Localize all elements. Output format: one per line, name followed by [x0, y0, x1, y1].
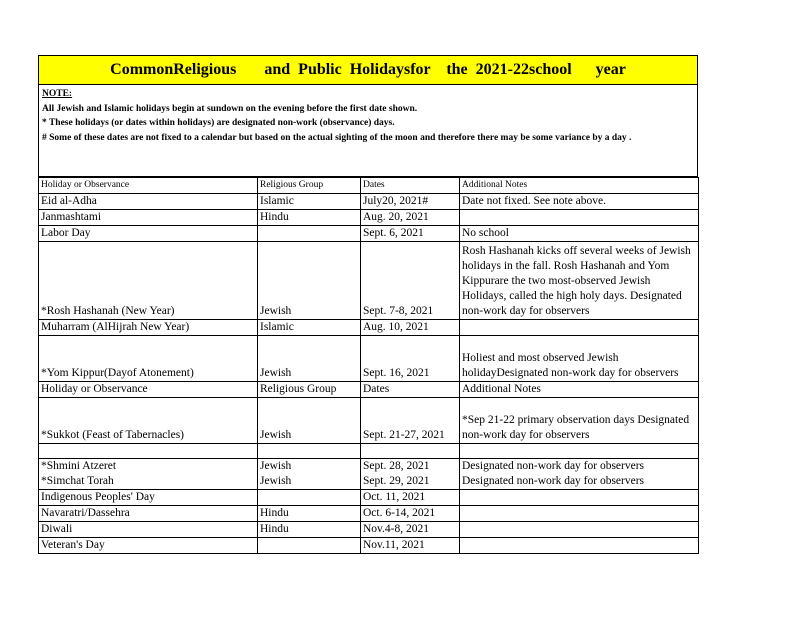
holiday-cell: Eid al-Adha [39, 194, 258, 210]
holiday-cell: Veteran's Day [39, 538, 258, 554]
holiday-cell: Labor Day [39, 226, 258, 242]
table-row [39, 506, 699, 522]
table-row [39, 398, 699, 444]
holiday-cell: Janmashtami [39, 210, 258, 226]
group-cell: Islamic [258, 320, 361, 336]
dates-cell [361, 444, 460, 459]
group-cell: Jewish [258, 459, 361, 475]
group-cell: Islamic [258, 194, 361, 210]
document-title: CommonReligious and Public Holidaysfor the 2021-22school year [38, 55, 698, 85]
notes-cell: Date not fixed. See note above. [460, 194, 699, 210]
holiday-cell [39, 444, 258, 459]
dates-cell: Nov.11, 2021 [361, 538, 460, 554]
group-cell [258, 226, 361, 242]
holiday-cell: Indigenous Peoples' Day [39, 490, 258, 506]
dates-cell: Aug. 20, 2021 [361, 210, 460, 226]
group-cell: Hindu [258, 506, 361, 522]
holiday-cell: *Yom Kippur(Dayof Atonement) [39, 336, 258, 382]
table-row [39, 336, 699, 382]
table-header-row [39, 178, 699, 194]
table-row [39, 522, 699, 538]
dates-cell: Sept. 21-27, 2021 [361, 398, 460, 444]
note-line-1: All Jewish and Islamic holidays begin at sundown on the evening before the first date shown. [42, 103, 418, 114]
group-cell: Religious Group [258, 382, 361, 398]
dates-cell: Sept. 29, 2021 [361, 474, 460, 490]
notes-cell: Designated non-work day for observers [460, 474, 699, 490]
notes-cell: Designated non-work day for observers [460, 459, 699, 475]
dates-cell: Aug. 10, 2021 [361, 320, 460, 336]
dates-cell: Sept. 16, 2021 [361, 336, 460, 382]
dates-cell: Sept. 6, 2021 [361, 226, 460, 242]
table-row [39, 320, 699, 336]
notes-cell: Rosh Hashanah kicks off several weeks of Jewish holidays in the fall. Rosh Hashanah and Yom Kippurare the two most-observed Jewish Holidays, called the high holy days. Designated non-work day for observers [460, 242, 699, 320]
table-row [39, 459, 699, 475]
holiday-cell: Diwali [39, 522, 258, 538]
group-cell: Hindu [258, 210, 361, 226]
notes-cell: Holiest and most observed Jewish holidayDesignated non-work day for observers [460, 336, 699, 382]
table-row [39, 194, 699, 210]
dates-cell: Dates [361, 382, 460, 398]
table-row [39, 382, 699, 398]
group-cell [258, 444, 361, 459]
holiday-cell: Muharram (AlHijrah New Year) [39, 320, 258, 336]
table-row [39, 490, 699, 506]
dates-cell: Oct. 11, 2021 [361, 490, 460, 506]
holiday-cell: *Shmini Atzeret [39, 459, 258, 475]
notes-cell: Additional Notes [460, 382, 699, 398]
table-row [39, 474, 699, 490]
notes-cell [460, 210, 699, 226]
notes-cell: *Sep 21-22 primary observation days Designated non-work day for observers [460, 398, 699, 444]
dates-cell: Nov.4-8, 2021 [361, 522, 460, 538]
notes-cell [460, 444, 699, 459]
holiday-cell: *Sukkot (Feast of Tabernacles) [39, 398, 258, 444]
dates-cell: July20, 2021# [361, 194, 460, 210]
notes-cell [460, 490, 699, 506]
dates-cell: Sept. 28, 2021 [361, 459, 460, 475]
note-box [38, 85, 698, 177]
table-row [39, 242, 699, 320]
note-heading: NOTE: [42, 89, 73, 99]
group-cell [258, 490, 361, 506]
holidays-table [38, 177, 699, 554]
group-cell: Jewish [258, 474, 361, 490]
table-row [39, 210, 699, 226]
group-cell: Jewish [258, 242, 361, 320]
holiday-cell: *Rosh Hashanah (New Year) [39, 242, 258, 320]
holiday-cell: Holiday or Observance [39, 382, 258, 398]
dates-cell: Sept. 7-8, 2021 [361, 242, 460, 320]
notes-cell: No school [460, 226, 699, 242]
holiday-cell: Navaratri/Dassehra [39, 506, 258, 522]
group-cell: Jewish [258, 336, 361, 382]
header-group: Religious Group [258, 178, 361, 194]
header-holiday: Holiday or Observance [39, 178, 258, 194]
header-dates: Dates [361, 178, 460, 194]
dates-cell: Oct. 6-14, 2021 [361, 506, 460, 522]
note-line-3: # Some of these dates are not fixed to a calendar but based on the actual sighting of the moon and therefore there may be some variance by a day . [42, 132, 632, 143]
note-line-2: * These holidays (or dates within holidays) are designated non-work (observance) days. [42, 118, 395, 128]
notes-cell [460, 320, 699, 336]
table-row [39, 226, 699, 242]
header-notes: Additional Notes [460, 178, 699, 194]
table-row [39, 444, 699, 459]
group-cell [258, 538, 361, 554]
holiday-cell: *Simchat Torah [39, 474, 258, 490]
table-row [39, 538, 699, 554]
group-cell: Jewish [258, 398, 361, 444]
notes-cell [460, 538, 699, 554]
notes-cell [460, 506, 699, 522]
notes-cell [460, 522, 699, 538]
group-cell: Hindu [258, 522, 361, 538]
